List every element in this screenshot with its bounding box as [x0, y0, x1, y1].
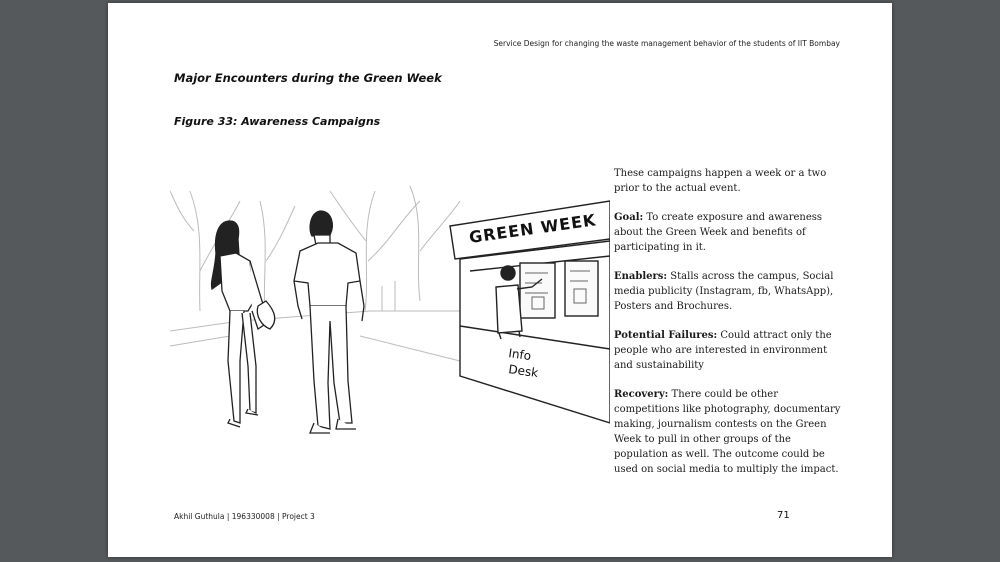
enablers-label: Enablers:: [614, 271, 668, 282]
footer-author: Akhil Guthula | 196330008 | Project 3: [174, 512, 315, 521]
goal-text: To create exposure and awareness about the Green Week and benefits of participating in it.: [614, 212, 823, 253]
awareness-campaign-illustration: [170, 161, 610, 451]
intro-paragraph: These campaigns happen a week or a two prior to the actual event.: [614, 168, 827, 194]
figure-caption: Figure 33: Awareness Campaigns: [174, 115, 381, 128]
info-desk-label-line1: Info: [507, 346, 533, 364]
goal-paragraph: [614, 210, 844, 255]
running-header: Service Design for changing the waste management behavior of the students of IIT Bombay: [493, 39, 840, 48]
failures-paragraph: [614, 328, 844, 373]
failures-text: Could attract only the people who are interested in environment and sustainability: [614, 330, 832, 371]
page-number: 71: [777, 510, 790, 521]
info-desk-label-line2: Desk: [507, 362, 540, 381]
description-text: [614, 166, 844, 491]
recovery-paragraph: [614, 387, 844, 477]
recovery-text: There could be other competitions like photography, documentary making, journalism contests on the Green Week to pull in other groups of the population as well. The outcome could be used on social media to multiply the impact.: [614, 389, 841, 475]
man-figure: [294, 211, 364, 433]
enablers-text: Stalls across the campus, Social media publicity (Instagram, fb, WhatsApp), Posters and Brochures.: [614, 271, 834, 312]
stall-sign: GREEN WEEK: [467, 210, 598, 247]
goal-label: Goal:: [614, 212, 644, 223]
recovery-label: Recovery:: [614, 389, 669, 400]
failures-label: Potential Failures:: [614, 330, 718, 341]
enablers-paragraph: [614, 269, 844, 314]
document-page: [108, 3, 892, 557]
section-title: Major Encounters during the Green Week: [174, 71, 442, 85]
